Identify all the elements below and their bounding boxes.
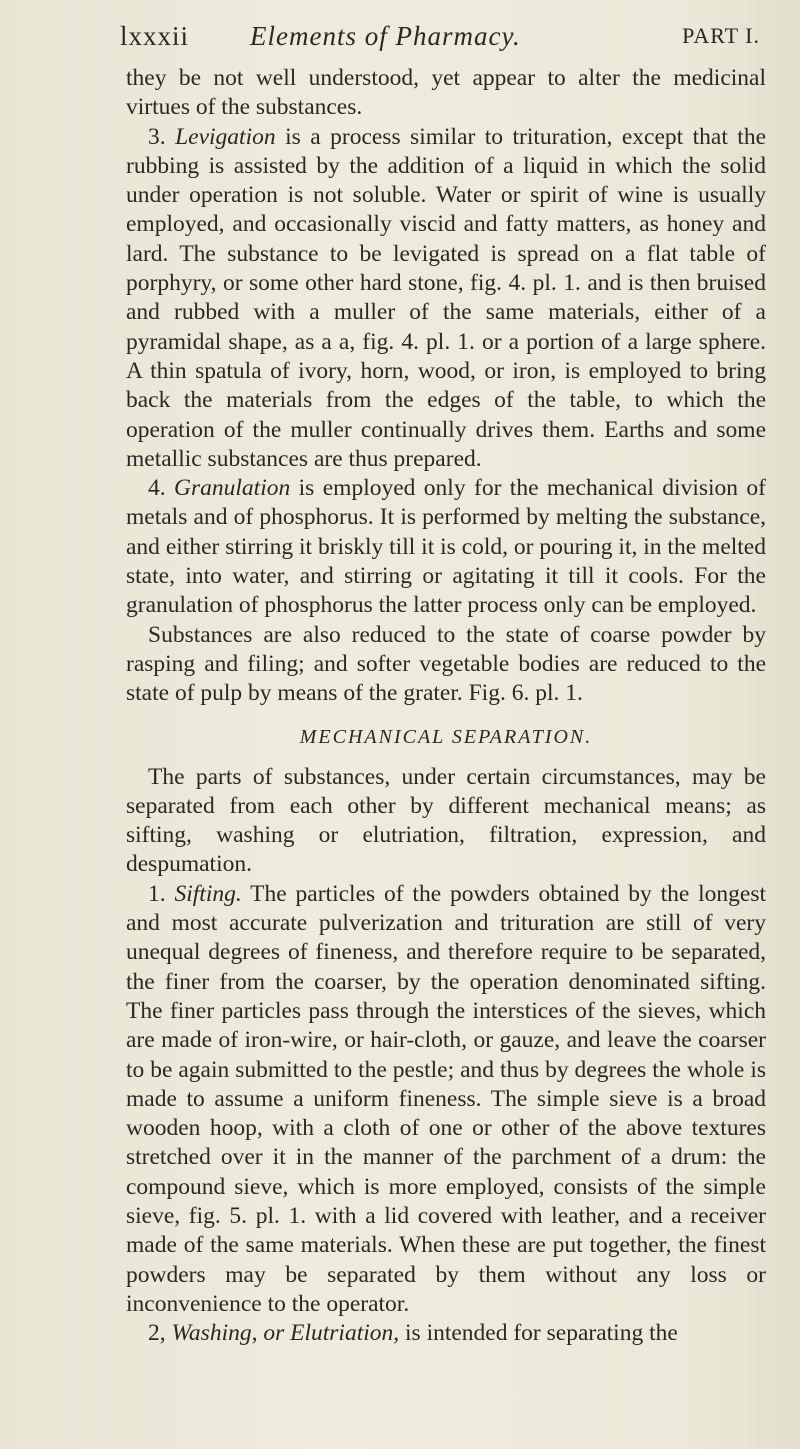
term-levigation: Levigation	[175, 123, 276, 150]
term-sifting: Sifting.	[174, 880, 242, 907]
item-number: 3.	[148, 123, 166, 150]
paragraph-granulation	[126, 474, 766, 620]
paragraph-text: The particles of the powders obtained by the longest and most accurate pulverization and trituration are still of very unequal degrees of fineness, and therefore require to be separated, the finer from the coarser, by the operation denominated sifting. The finer particles pass through the interstices of the sieves, which are made of iron-wire, or hair-cloth, or gauze, and leave the coarser to be again submitted to the pestle; and thus by degrees the whole is made to assume a uniform fineness. The simple sieve is a broad wooden hoop, with a cloth of one or other of the above textures stretched over it in the manner of the parchment of a drum: the compound sieve, which is more employed, consists of the simple sieve, fig. 5. pl. 1. with a lid covered with leather, and a receiver made of the same materials. When these are put together, the finest powders may be separated by them without any loss or inconvenience to the operator.	[126, 880, 767, 1317]
section-heading: MECHANICAL SEPARATION.	[299, 725, 593, 748]
running-title: Elements of Pharmacy.	[250, 21, 521, 51]
paragraph-washing	[126, 1319, 766, 1348]
term-granulation: Granulation	[174, 475, 291, 502]
paragraph-text: is a process similar to trituration, except that the rubbing is assisted by the addition of a liquid in which the solid under operation is not soluble. Water or spirit of wine is usually employed, and occasionally viscid and fatty matters, as honey and lard. The substance to be levigated is spread on a flat table of porphyry, or some other hard stone, fig. 4. pl. 1. and is then bruised and rubbed with a muller of the same materials, either of a pyramidal shape, as a a, fig. 4. pl. 1. or a portion of a large sphere. A thin spatula of ivory, horn, wood, or iron, is employed to bring back the materials from the edges of the table, to which the operation of the muller continually drives them. Earths and some metallic substances are thus prepared.	[126, 123, 767, 472]
item-number: 2,	[148, 1320, 166, 1347]
paragraph-text: is employed only for the mechanical division of metals and of phosphorus. It is performed by melting the substance, and either stirring it briskly till it is cold, or pouring it, in the melted state, into water, and stirring or agitating it till it cools. For the granulation of phosphorus the latter process only can be employed.	[126, 475, 767, 619]
paragraph-continuation: they be not well understood, yet appear to alter the medicinal virtues of the substances.	[126, 65, 766, 121]
paragraph-rasping: Substances are also reduced to the state of coarse powder by rasping and filing; and softer vegetable bodies are reduced to the state of pulp by means of the grater. Fig. 6. pl. 1.	[126, 621, 766, 707]
page-number: lxxxii	[120, 21, 190, 51]
item-number: 4.	[148, 475, 166, 502]
paragraph-separation-intro: The parts of substances, under certain circumstances, may be separated from each other by different mechanical means; as sifting, washing or elutriation, filtration, expression, and despumation.	[126, 763, 766, 878]
term-washing: Washing, or Elutriation,	[171, 1320, 400, 1347]
item-number: 1.	[148, 880, 166, 907]
paragraph-levigation	[126, 123, 766, 475]
paragraph-sifting	[126, 880, 766, 1319]
page-header	[120, 16, 760, 56]
part-label: PART I.	[682, 23, 760, 48]
paragraph-text: is intended for separating the	[405, 1320, 678, 1347]
body-text	[126, 64, 766, 1348]
